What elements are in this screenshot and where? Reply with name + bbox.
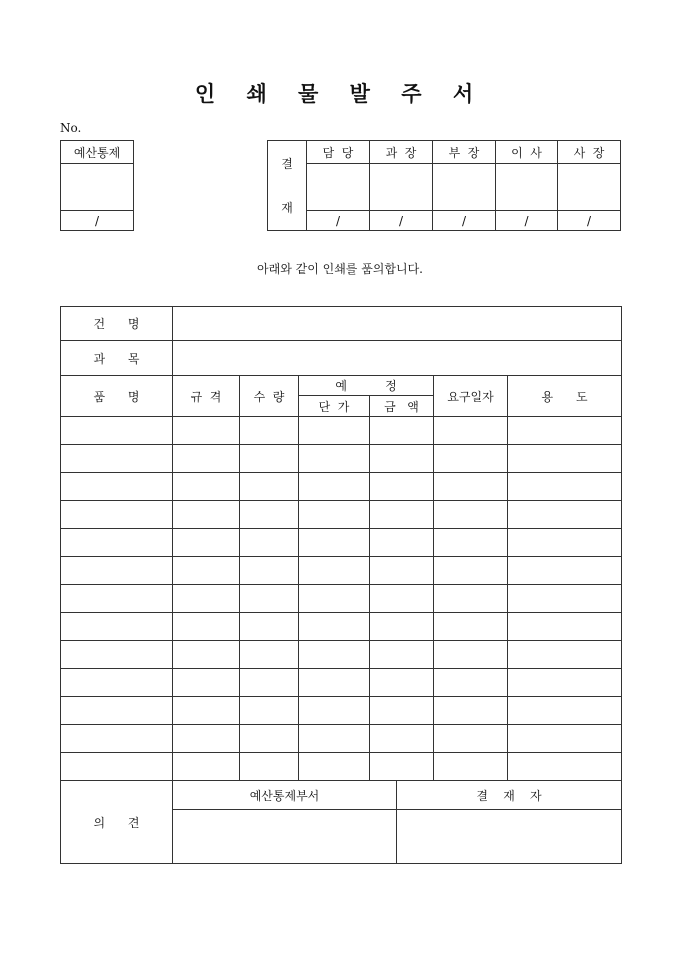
item-cell[interactable]: [61, 613, 173, 641]
item-cell[interactable]: [61, 669, 173, 697]
item-cell[interactable]: [434, 697, 508, 725]
item-cell[interactable]: [508, 641, 622, 669]
item-cell[interactable]: [434, 669, 508, 697]
sign-date[interactable]: /: [433, 211, 496, 231]
subject-label: 건 명: [61, 307, 173, 341]
item-cell[interactable]: [299, 557, 370, 585]
item-cell[interactable]: [370, 445, 434, 473]
sign-cell[interactable]: [433, 164, 496, 211]
item-cell[interactable]: [299, 529, 370, 557]
item-row: [61, 585, 622, 613]
header-usage: 용 도: [508, 376, 622, 417]
item-cell[interactable]: [61, 641, 173, 669]
item-cell[interactable]: [173, 697, 240, 725]
item-cell[interactable]: [240, 753, 299, 781]
order-form-table: [60, 306, 622, 781]
item-cell[interactable]: [508, 613, 622, 641]
budget-control-date[interactable]: /: [61, 211, 134, 231]
item-cell[interactable]: [240, 417, 299, 445]
item-cell[interactable]: [299, 725, 370, 753]
item-row: [61, 557, 622, 585]
item-row: [61, 417, 622, 445]
item-cell[interactable]: [434, 501, 508, 529]
item-cell[interactable]: [508, 725, 622, 753]
item-row: [61, 613, 622, 641]
subject-field[interactable]: [173, 307, 622, 341]
item-cell[interactable]: [370, 725, 434, 753]
item-cell[interactable]: [434, 585, 508, 613]
item-cell[interactable]: [173, 417, 240, 445]
budget-dept-opinion[interactable]: [173, 810, 397, 864]
item-row: [61, 753, 622, 781]
item-cell[interactable]: [173, 529, 240, 557]
item-cell[interactable]: [370, 585, 434, 613]
item-cell[interactable]: [370, 529, 434, 557]
item-cell[interactable]: [370, 697, 434, 725]
item-cell[interactable]: [173, 669, 240, 697]
item-cell[interactable]: [434, 557, 508, 585]
account-label: 과 목: [61, 341, 173, 376]
approval-label-top: 결: [281, 156, 293, 171]
item-cell[interactable]: [434, 753, 508, 781]
role-staff: 담 당: [307, 141, 370, 164]
item-cell[interactable]: [61, 557, 173, 585]
item-cell[interactable]: [173, 585, 240, 613]
item-row: [61, 529, 622, 557]
item-cell[interactable]: [173, 613, 240, 641]
item-cell[interactable]: [61, 529, 173, 557]
sign-cell[interactable]: [558, 164, 621, 211]
item-cell[interactable]: [299, 613, 370, 641]
header-due-date: 요구일자: [434, 376, 508, 417]
header-unit-price: 단 가: [299, 396, 370, 417]
item-cell[interactable]: [508, 557, 622, 585]
approval-box: [267, 140, 621, 231]
item-cell[interactable]: [173, 501, 240, 529]
item-cell[interactable]: [299, 445, 370, 473]
item-cell[interactable]: [299, 501, 370, 529]
role-director: 이 사: [496, 141, 558, 164]
sign-date[interactable]: /: [307, 211, 370, 231]
header-estimate: 예 정: [299, 376, 434, 396]
approver-header: 결 재 자: [397, 781, 622, 810]
item-cell[interactable]: [434, 473, 508, 501]
item-cell[interactable]: [370, 473, 434, 501]
item-cell[interactable]: [240, 725, 299, 753]
document-number-label: No.: [60, 121, 82, 135]
item-cell[interactable]: [173, 725, 240, 753]
header-spec: 규 격: [173, 376, 240, 417]
item-cell[interactable]: [508, 501, 622, 529]
item-cell[interactable]: [240, 557, 299, 585]
item-cell[interactable]: [370, 501, 434, 529]
item-cell[interactable]: [173, 557, 240, 585]
item-cell[interactable]: [434, 529, 508, 557]
item-cell[interactable]: [370, 669, 434, 697]
budget-control-sign-cell[interactable]: [61, 164, 134, 211]
item-cell[interactable]: [173, 641, 240, 669]
item-cell[interactable]: [240, 473, 299, 501]
item-cell[interactable]: [370, 753, 434, 781]
item-row: [61, 641, 622, 669]
sign-date[interactable]: /: [558, 211, 621, 231]
header-amount: 금 액: [370, 396, 434, 417]
item-cell[interactable]: [370, 557, 434, 585]
role-president: 사 장: [558, 141, 621, 164]
item-cell[interactable]: [61, 501, 173, 529]
account-field[interactable]: [173, 341, 622, 376]
item-cell[interactable]: [434, 445, 508, 473]
item-cell[interactable]: [240, 501, 299, 529]
item-cell[interactable]: [61, 697, 173, 725]
item-cell[interactable]: [61, 417, 173, 445]
sign-date[interactable]: /: [370, 211, 433, 231]
item-row: [61, 501, 622, 529]
approval-label-bottom: 재: [281, 200, 293, 215]
item-cell[interactable]: [508, 473, 622, 501]
item-cell[interactable]: [434, 725, 508, 753]
header-item: 품 명: [61, 376, 173, 417]
item-cell[interactable]: [173, 445, 240, 473]
budget-control-label: 예산통제: [61, 141, 134, 164]
item-cell[interactable]: [370, 613, 434, 641]
item-cell[interactable]: [299, 473, 370, 501]
item-cell[interactable]: [370, 641, 434, 669]
item-cell[interactable]: [508, 697, 622, 725]
item-cell[interactable]: [240, 445, 299, 473]
item-row: [61, 697, 622, 725]
sign-cell[interactable]: [307, 164, 370, 211]
item-cell[interactable]: [434, 417, 508, 445]
item-cell[interactable]: [508, 417, 622, 445]
role-department-head: 부 장: [433, 141, 496, 164]
item-cell[interactable]: [173, 753, 240, 781]
opinion-label: 의 견: [61, 781, 173, 864]
item-cell[interactable]: [434, 641, 508, 669]
approver-opinion[interactable]: [397, 810, 622, 864]
item-cell[interactable]: [240, 669, 299, 697]
item-row: [61, 669, 622, 697]
item-cell[interactable]: [299, 697, 370, 725]
item-cell[interactable]: [240, 697, 299, 725]
item-cell[interactable]: [61, 725, 173, 753]
item-cell[interactable]: [299, 669, 370, 697]
item-cell[interactable]: [299, 641, 370, 669]
item-row: [61, 445, 622, 473]
item-cell[interactable]: [508, 753, 622, 781]
item-cell[interactable]: [61, 473, 173, 501]
item-cell[interactable]: [61, 753, 173, 781]
item-cell[interactable]: [240, 641, 299, 669]
header-qty: 수 량: [240, 376, 299, 417]
budget-dept-header: 예산통제부서: [173, 781, 397, 810]
budget-control-box: [60, 140, 134, 231]
item-row: [61, 725, 622, 753]
item-cell[interactable]: [299, 753, 370, 781]
item-cell[interactable]: [240, 529, 299, 557]
item-cell[interactable]: [240, 613, 299, 641]
item-cell[interactable]: [508, 585, 622, 613]
item-cell[interactable]: [299, 585, 370, 613]
item-cell[interactable]: [61, 445, 173, 473]
page-title: 인 쇄 물 발 주 서: [194, 81, 486, 106]
sign-cell[interactable]: [496, 164, 558, 211]
item-cell[interactable]: [299, 417, 370, 445]
item-cell[interactable]: [508, 529, 622, 557]
item-row: [61, 473, 622, 501]
item-cell[interactable]: [61, 585, 173, 613]
item-cell[interactable]: [173, 473, 240, 501]
intro-text: 아래와 같이 인쇄를 품의합니다.: [257, 262, 423, 276]
item-cell[interactable]: [508, 445, 622, 473]
role-section-chief: 과 장: [370, 141, 433, 164]
sign-date[interactable]: /: [496, 211, 558, 231]
item-cell[interactable]: [434, 613, 508, 641]
sign-cell[interactable]: [370, 164, 433, 211]
item-cell[interactable]: [240, 585, 299, 613]
item-cell[interactable]: [370, 417, 434, 445]
opinion-table: [60, 780, 622, 864]
item-cell[interactable]: [508, 669, 622, 697]
